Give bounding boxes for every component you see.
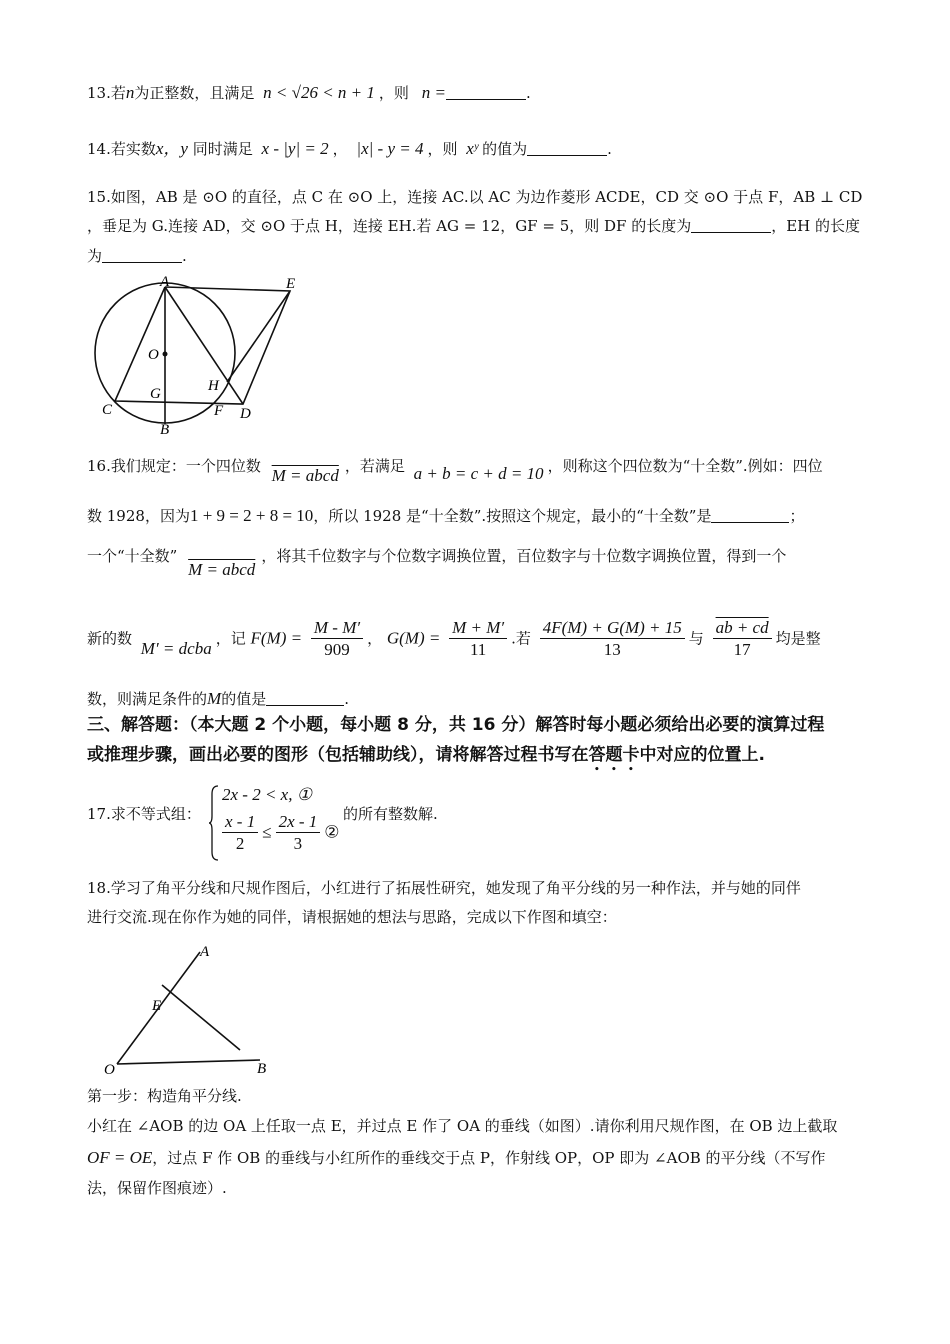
q16-k-den: 17 xyxy=(733,640,751,659)
q16-k-fraction xyxy=(713,618,772,661)
q15-line-3-text: 为 xyxy=(87,247,103,265)
q18-paragraph-1: 小红在 ∠AOB 的边 OA 上任取一点 E，并过点 E 作了 OA 的垂线（如图）.请你利用尺规作图，在 OB 边上截取 xyxy=(87,1117,838,1135)
q16-h-fraction xyxy=(540,618,685,661)
q16-min-blank[interactable] xyxy=(711,508,789,523)
section-3-line-1: 三、解答题：（本大题 2 个小题，每小题 8 分，共 16 分）解答时每小题必须给出必要的演算过程 xyxy=(87,715,825,735)
q17-mark-2: ② xyxy=(324,822,340,842)
q16-line-4b: ，记 xyxy=(215,629,246,648)
q17-right-den: 3 xyxy=(293,834,303,853)
fig18-label-a: A xyxy=(200,944,210,960)
rhombus-acde xyxy=(115,287,290,404)
q14-end: . xyxy=(607,140,612,158)
q16-line-1c: ，则称这个四位数为“十全数”.例如：四位 xyxy=(547,457,823,475)
perpendicular-e xyxy=(162,985,240,1050)
q16-line-3 xyxy=(87,545,787,579)
section-3-answer-card: 答题卡 xyxy=(588,745,640,765)
section-3-line-2 xyxy=(87,744,765,775)
q14-mid: 同时满足 xyxy=(192,140,253,158)
q14-expression: xʸ xyxy=(466,139,479,158)
q16-line-2a: 数 1928，因为 xyxy=(87,507,190,525)
q16-yu: 与 xyxy=(688,629,704,648)
q16-example: 1 + 9 = 2 + 8 = 10 xyxy=(189,506,314,525)
q14-tail: 的值为 xyxy=(482,140,528,158)
q16-ruo: .若 xyxy=(511,629,531,648)
label-e: E xyxy=(286,276,296,292)
q17-suffix: 的所有整数解. xyxy=(343,805,438,823)
q16-line-1 xyxy=(87,455,823,485)
label-d: D xyxy=(240,406,251,422)
q15-figure xyxy=(90,274,320,438)
q14-prefix: 14.若实数 xyxy=(87,140,156,158)
q15-eh-blank[interactable] xyxy=(102,248,182,263)
q14-equation-1: x - |y| = 2 xyxy=(261,139,329,158)
section-3-line-2b: 中对应的位置上. xyxy=(639,745,765,765)
q16-h-den: 13 xyxy=(603,640,621,659)
q13-var-n: n xyxy=(125,83,135,102)
q16-g-den: 11 xyxy=(469,640,487,659)
q17-right-fraction xyxy=(276,812,321,855)
q17-ineq-1-text: 2x - 2 < x, ① xyxy=(222,785,312,804)
q17-left-den: 2 xyxy=(235,834,245,853)
q15-line-3 xyxy=(87,245,187,267)
q17-left-fraction xyxy=(222,812,258,855)
q17-right-num: 2x - 1 xyxy=(276,812,321,833)
q16-line-1b: ，若满足 xyxy=(344,457,405,475)
q13-inequality: n < √26 < n + 1 xyxy=(263,83,375,102)
question-13 xyxy=(87,82,531,104)
q16-m-def: M = abcd xyxy=(271,466,339,485)
q17-ineq-1 xyxy=(222,784,312,806)
q13-then: ，则 xyxy=(378,84,409,102)
q14-vars: x，y xyxy=(155,139,188,158)
q16-line-2b: ，所以 1928 是“十全数”.按照这个规定，最小的“十全数”是 xyxy=(313,507,712,525)
fig18-label-o: O xyxy=(104,1062,115,1078)
fig18-label-e: E xyxy=(152,998,162,1014)
q16-m-def-2: M = abcd xyxy=(188,560,256,579)
q16-line-2 xyxy=(87,505,804,527)
q16-line-4: 新的数 M′ = dcba ，记 F(M) = $\frac{M - M'}{909}$ ， G(M) = $\frac{M + M'}{11}$ .若 $\frac{4F(M) + G(M) + 15}{13}$ 与 $\frac{ab + cd}{17}$ 均是整 xyxy=(87,618,821,659)
q18-paragraph-2b: ，过点 F 作 OB 的垂线与小红所作的垂线交于点 P，作射线 OP，OP 即为 ∠AOB 的平分线（不写作 xyxy=(152,1149,826,1167)
label-g: G xyxy=(150,386,161,402)
q16-line-3a: 一个“十全数” xyxy=(87,547,178,565)
q16-h-num: 4F(M) + G(M) + 15 xyxy=(540,618,685,639)
q16-k-num: ab + cd xyxy=(713,618,772,639)
segment-ad xyxy=(165,287,243,404)
q18-of-oe: OF = OE xyxy=(87,1148,153,1167)
label-h: H xyxy=(208,378,219,394)
q13-end: . xyxy=(525,84,531,102)
q16-line-1a: 16.我们规定：一个四位数 xyxy=(87,457,261,475)
q15-line-1: 15.如图，AB 是 ⊙O 的直径，点 C 在 ⊙O 上，连接 AC.以 AC 为边作菱形 ACDE，CD 交 ⊙O 于点 F，AB ⊥ CD xyxy=(87,188,863,206)
question-14: 14.若实数x，y 同时满足 x - |y| = 2 ， |x| - y = 4 ，则 xʸ 的值为 . xyxy=(87,139,612,158)
q16-f-num: M - M′ xyxy=(311,618,363,639)
label-o: O xyxy=(148,347,159,363)
q16-m-prime: M′ = dcba xyxy=(140,638,212,658)
q18-line-2: 进行交流.现在你作为她的同伴，请根据她的想法与思路，完成以下作图和填空： xyxy=(87,908,617,926)
center-o-dot xyxy=(163,352,168,357)
q16-g-fraction xyxy=(449,618,507,661)
q16-line-2c: ； xyxy=(789,507,805,525)
q16-line-5b: 的值是 xyxy=(221,690,267,708)
q16-f-den: 909 xyxy=(324,640,350,659)
q18-figure xyxy=(100,940,280,1078)
q15-line-2a: ，垂足为 G.连接 AD，交 ⊙O 于点 H，连接 EH.若 AG = 12，GF = 5，则 DF 的长度为 xyxy=(87,217,692,235)
q15-df-blank[interactable] xyxy=(691,218,771,233)
label-a: A xyxy=(160,274,170,290)
q18-line-1: 18.学习了角平分线和尺规作图后，小红进行了拓展性研究，她发现了角平分线的另一种作法，并与她的同伴 xyxy=(87,879,801,897)
q18-step-1: 第一步：构造角平分线. xyxy=(87,1087,242,1105)
q16-tail: 均是整 xyxy=(775,629,821,648)
q17-ineq-2 xyxy=(218,812,340,855)
q16-f-fraction xyxy=(311,618,363,661)
q16-line-5a: 数，则满足条件的 xyxy=(87,690,208,708)
q16-g-lhs: G(M) = xyxy=(386,628,441,648)
q16-line-5 xyxy=(87,688,349,710)
q16-m-blank[interactable] xyxy=(266,691,344,706)
ray-ob xyxy=(117,1060,260,1064)
q13-prefix: 13.若 xyxy=(87,84,126,102)
q18-paragraph-3: 法，保留作图痕迹）. xyxy=(87,1179,227,1197)
q17-prefix: 17.求不等式组： xyxy=(87,805,201,823)
q15-line-2 xyxy=(87,215,860,237)
q13-answer-label: n = xyxy=(421,83,446,102)
label-c: C xyxy=(102,402,113,418)
q16-line-3b: ，将其千位数字与个位数字调换位置，百位数字与十位数字调换位置，得到一个 xyxy=(261,547,787,565)
q16-end: . xyxy=(344,690,349,708)
q15-line-2b: ，EH 的长度 xyxy=(771,217,861,235)
q17-left-num: x - 1 xyxy=(222,812,258,833)
q16-f-lhs: F(M) = xyxy=(250,628,303,648)
label-b: B xyxy=(160,422,170,438)
fig18-label-b: B xyxy=(257,1061,267,1077)
q16-condition: a + b = c + d = 10 xyxy=(413,464,544,483)
q18-paragraph-2 xyxy=(87,1147,826,1169)
q15-end: . xyxy=(182,247,187,265)
section-3-line-2a: 或推理步骤，画出必要的图形（包括辅助线），请将解答过程书写在 xyxy=(87,745,589,765)
q14-answer-blank[interactable] xyxy=(527,141,607,156)
q16-m: M xyxy=(207,689,222,708)
q17-leq: ≤ xyxy=(262,822,272,842)
q16-line-4a: 新的数 xyxy=(87,629,133,648)
q14-equation-2: |x| - y = 4 xyxy=(356,139,424,158)
q13-answer-blank[interactable] xyxy=(446,85,526,100)
q14-then: ，则 xyxy=(427,140,458,158)
label-f: F xyxy=(214,403,224,419)
q16-g-num: M + M′ xyxy=(449,618,507,639)
q13-mid: 为正整数，且满足 xyxy=(134,84,255,102)
